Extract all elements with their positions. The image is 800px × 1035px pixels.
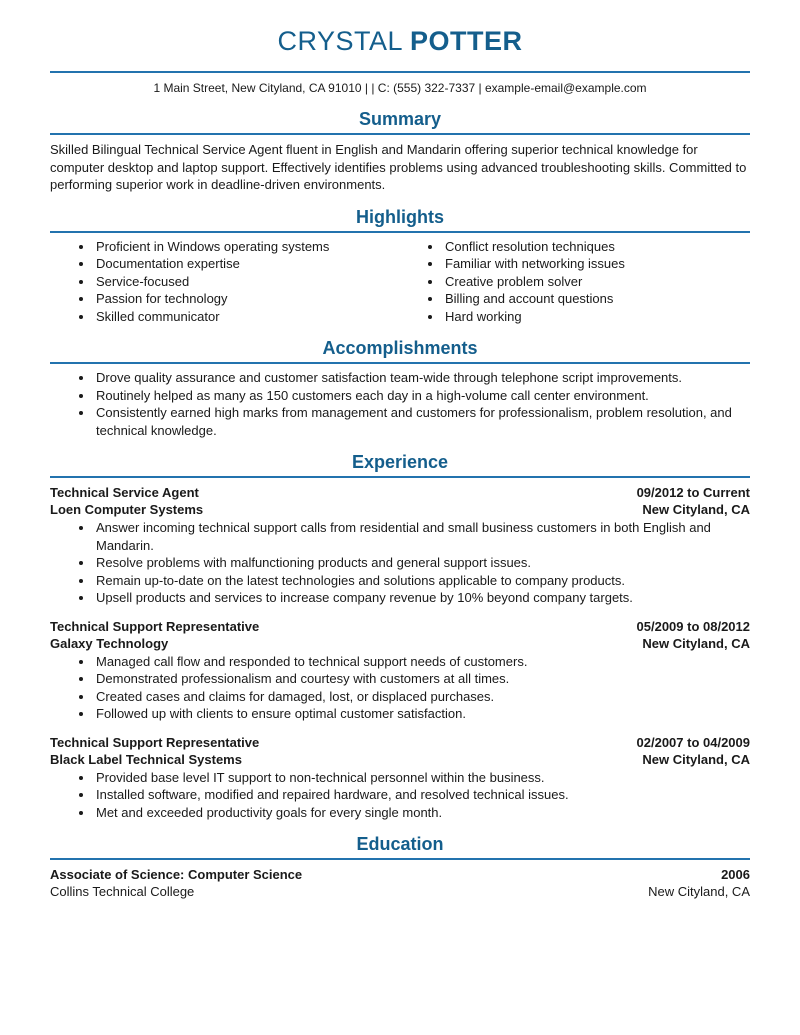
job-2-title-row (50, 618, 750, 635)
page-title (50, 26, 750, 56)
job-bullet: • Managed call flow and responded to technical support needs of customers. (94, 653, 750, 671)
job-2-bullets (50, 653, 750, 723)
job-2-title: Technical Support Representative (50, 618, 260, 634)
job-2-company-row (50, 635, 750, 652)
last-name: POTTER (410, 26, 523, 56)
section-title-education: Education (356, 834, 444, 854)
section-title-accomplishments: Accomplishments (322, 338, 478, 358)
job-3-title-row (50, 734, 750, 751)
section-title-highlights: Highlights (356, 206, 444, 227)
highlight-item: • Proficient in Windows operating systems (94, 238, 400, 256)
education-degree: Associate of Science: Computer Science (50, 867, 303, 882)
education-degree-row (50, 866, 750, 883)
job-bullet: • Installed software, modified and repaired hardware, and resolved technical issues. (94, 786, 750, 804)
section-title-experience: Experience (351, 452, 449, 472)
summary-divider (50, 133, 750, 135)
highlights-left-column (50, 238, 400, 326)
job-bullet: • Demonstrated professionalism and courtesy with customers at all times. (94, 670, 750, 688)
job-bullet: • Followed up with clients to ensure optimal customer satisfaction. (94, 705, 750, 723)
education-school-row (50, 883, 750, 900)
highlight-item: • Hard working (443, 308, 750, 326)
job-bullet: • Upsell products and services to increase company revenue by 10% beyond company targets. (94, 589, 750, 607)
highlights-divider (50, 231, 750, 233)
highlight-item: • Creative problem solver (443, 273, 750, 291)
highlight-item: • Familiar with networking issues (443, 255, 750, 273)
highlight-item: • Passion for technology (94, 290, 400, 308)
job-2-company: Galaxy Technology (50, 635, 169, 651)
highlight-item: • Conflict resolution techniques (443, 238, 750, 256)
header-divider (50, 71, 750, 73)
experience-divider (50, 476, 750, 478)
highlights-right-column (400, 238, 750, 326)
job-bullet: • Created cases and claims for damaged, lost, or displaced purchases. (94, 688, 750, 706)
highlight-item: • Billing and account questions (443, 290, 750, 308)
education-divider (50, 858, 750, 860)
highlight-item: • Skilled communicator (94, 308, 400, 326)
accomplishments-list (50, 369, 750, 439)
highlights-right-list (400, 238, 750, 326)
job-2-dates: 05/2009 to 08/2012 (636, 618, 750, 634)
job-1-company: Loen Computer Systems (50, 502, 204, 517)
education-school: Collins Technical College (50, 884, 195, 899)
education-entry (50, 866, 750, 900)
job-3-title: Technical Support Representative (50, 734, 260, 750)
job-entry-2 (50, 618, 750, 723)
education-year: 2006 (721, 867, 750, 882)
job-bullet: • Provided base level IT support to non-technical personnel within the business. (94, 769, 750, 787)
job-bullet: • Resolve problems with malfunctioning products and general support issues. (94, 554, 750, 572)
accomplishment-item: • Routinely helped as many as 150 customers each day in a high-volume call center environment. (94, 387, 750, 405)
job-1-title: Technical Service Agent (50, 485, 199, 500)
accomplishments-divider (50, 362, 750, 364)
job-entry-3 (50, 734, 750, 822)
section-title-summary: Summary (358, 109, 442, 129)
education-location: New Cityland, CA (648, 884, 750, 899)
summary-text: Skilled Bilingual Technical Service Agent fluent in English and Mandarin offering superior technical knowledge for computer desktop and laptop support. Effectively identifies problems using advanced troubleshooting skills. Committed to performing superior work in deadline-driven environments. (50, 142, 747, 192)
job-bullet: • Answer incoming technical support calls from residential and small business customers in both English and Mandarin. (94, 519, 750, 554)
job-3-company-row (50, 751, 750, 768)
job-1-company-row (50, 501, 750, 518)
job-1-title-row (50, 484, 750, 501)
job-3-location: New Cityland, CA (642, 751, 750, 767)
job-1-dates: 09/2012 to Current (636, 485, 750, 500)
job-2-location: New Cityland, CA (642, 635, 750, 651)
contact-line: 1 Main Street, New Cityland, CA 91010 | | C: (555) 322-7337 | example-email@example.com (153, 81, 647, 95)
job-3-company: Black Label Technical Systems (50, 751, 242, 767)
highlights-left-list (50, 238, 400, 326)
highlights-columns (50, 238, 750, 326)
job-entry-1 (50, 484, 750, 607)
job-3-bullets (50, 769, 750, 822)
job-bullet: • Met and exceeded productivity goals for every single month. (94, 804, 750, 822)
accomplishment-item: • Drove quality assurance and customer satisfaction team-wide through telephone script improvements. (94, 369, 750, 387)
job-bullet: • Remain up-to-date on the latest technologies and solutions applicable to company products. (94, 572, 750, 590)
highlight-item: • Service-focused (94, 273, 400, 291)
first-name: CRYSTAL (277, 26, 402, 56)
accomplishment-item: • Consistently earned high marks from management and customers for professionalism, problem resolution, and technical knowledge. (94, 404, 750, 439)
job-1-bullets (50, 519, 750, 607)
highlight-item: • Documentation expertise (94, 255, 400, 273)
job-1-location: New Cityland, CA (642, 502, 750, 517)
job-3-dates: 02/2007 to 04/2009 (636, 734, 750, 750)
